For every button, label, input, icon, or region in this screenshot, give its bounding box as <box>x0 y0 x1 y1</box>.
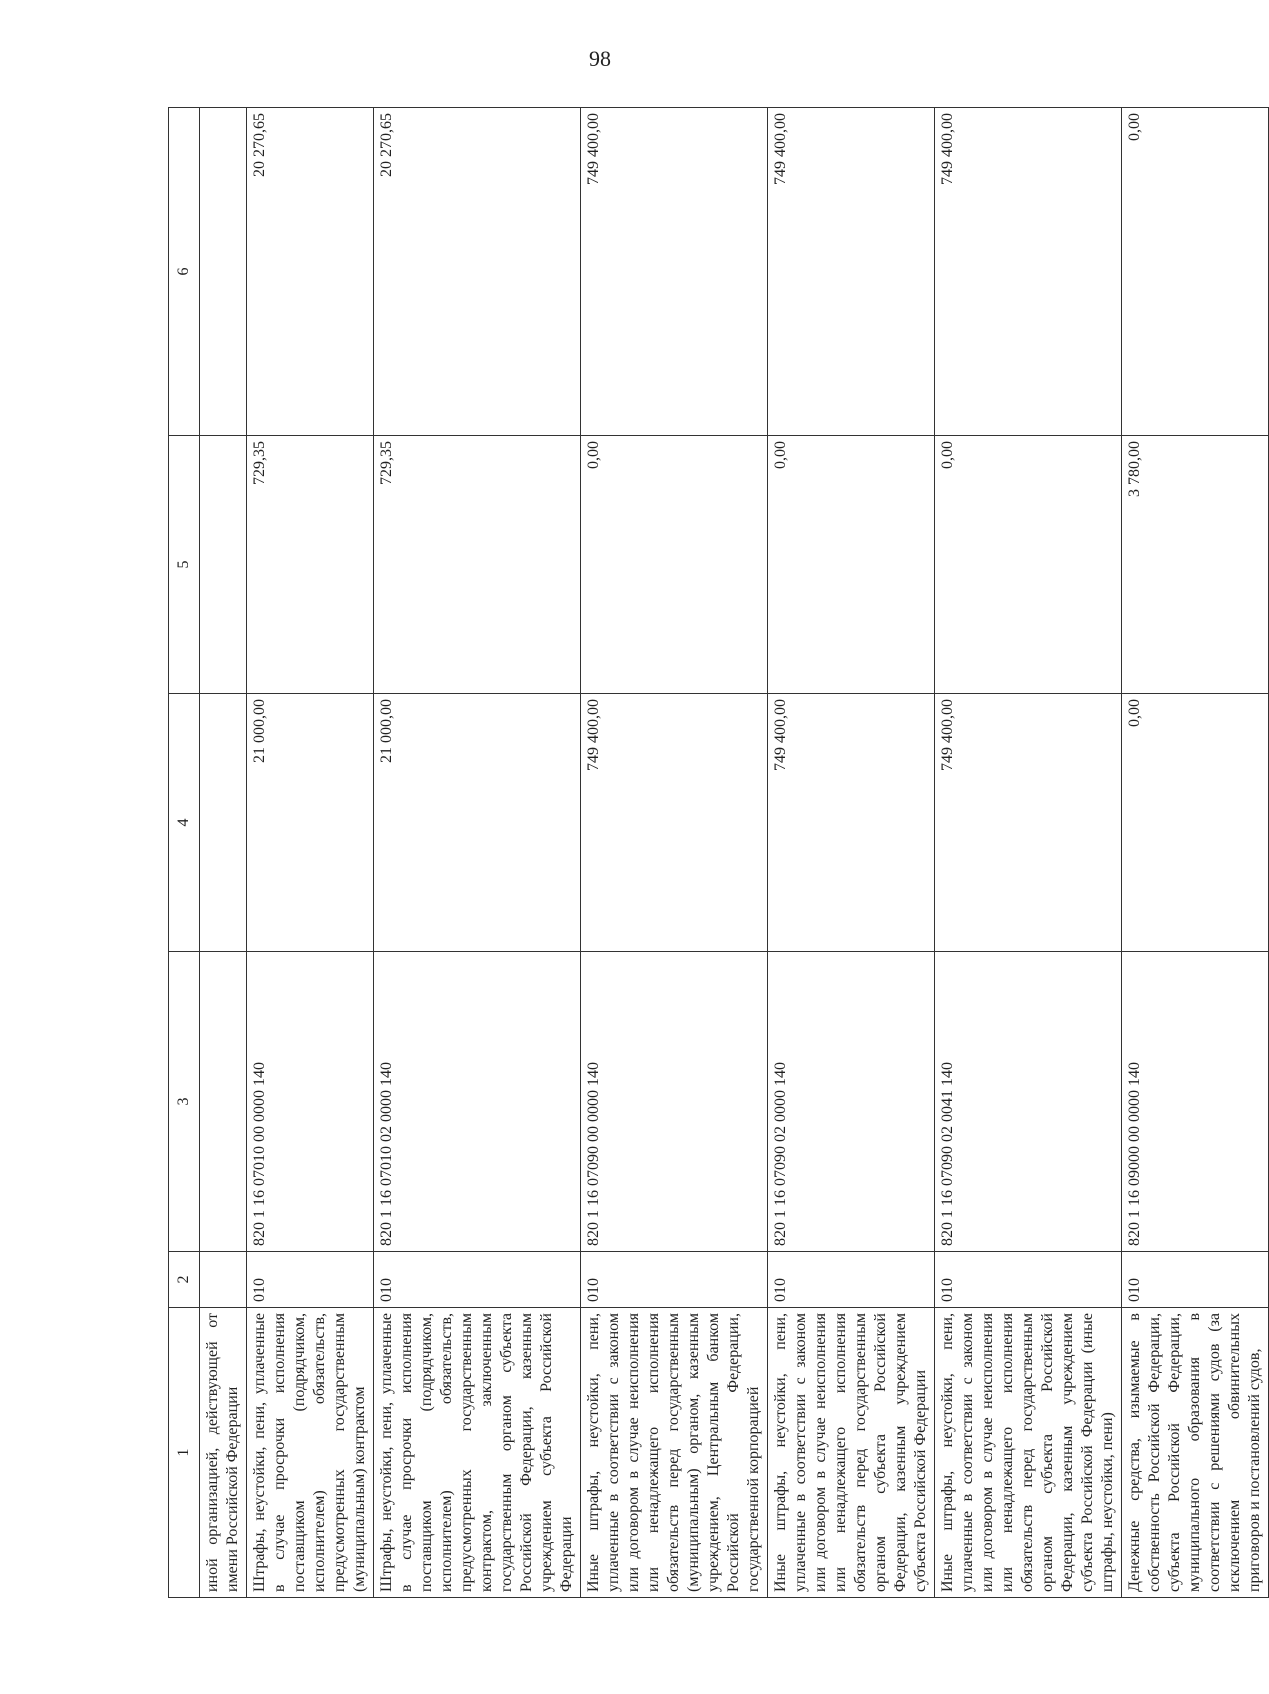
table-row <box>247 108 374 1598</box>
row-col5-value: 0,00 <box>768 436 935 694</box>
header-col-6: 6 <box>169 108 200 436</box>
row-line-code: 010 <box>247 1252 374 1308</box>
row-col6-value: 749 400,00 <box>935 108 1122 436</box>
row-col4-value: 749 400,00 <box>768 694 935 952</box>
row-col5-value: 729,35 <box>247 436 374 694</box>
row-name: Денежные средства, изымаемые в собственность Российской Федерации, субъекта Российской Федерации, муниципального образования в соответствии с решениями судов (за исключением обвинительных приговоров и постановлений судов, <box>1122 1308 1269 1598</box>
header-col-3: 3 <box>169 952 200 1252</box>
header-col-4: 4 <box>169 694 200 952</box>
row-budget-code: 820 1 16 07010 00 0000 140 <box>247 952 374 1252</box>
table-row <box>768 108 935 1598</box>
row-col4-value: 21 000,00 <box>247 694 374 952</box>
table-row-continuation <box>200 108 247 1598</box>
row-col6-value: 0,00 <box>1122 108 1269 436</box>
row-budget-code: 820 1 16 09000 00 0000 140 <box>1122 952 1269 1252</box>
row-budget-code: 820 1 16 07090 02 0000 140 <box>768 952 935 1252</box>
rotated-table-wrapper <box>168 108 1263 1598</box>
row-col4-value: 749 400,00 <box>581 694 768 952</box>
row-name: Иные штрафы, неустойки, пени, уплаченные в соответствии с законом или договором в случае неисполнения или ненадлежащего исполнения обязательств перед государственным (муниципальным) органом, казенным учреждением, Центральным банком Российской Федерации, государственной корпорацией <box>581 1308 768 1598</box>
row-budget-code: 820 1 16 07090 00 0000 140 <box>581 952 768 1252</box>
table-row <box>1122 108 1269 1598</box>
row-name: Иные штрафы, неустойки, пени, уплаченные в соответствии с законом или договором в случае неисполнения или ненадлежащего исполнения обязательств перед государственным органом субъекта Российской Федерации, казенным учреждением субъекта Российской Федерации <box>768 1308 935 1598</box>
row-col6-value: 749 400,00 <box>581 108 768 436</box>
table-row <box>935 108 1122 1598</box>
row-budget-code: 820 1 16 07090 02 0041 140 <box>935 952 1122 1252</box>
row-line-code: 010 <box>1122 1252 1269 1308</box>
row-budget-code: 820 1 16 07010 02 0000 140 <box>374 952 581 1252</box>
row-name: Штрафы, неустойки, пени, уплаченные в случае просрочки исполнения поставщиком (подрядчиком, исполнителем) обязательств, предусмотренных государственным (муниципальным) контрактом <box>247 1308 374 1598</box>
row-col5-value: 729,35 <box>374 436 581 694</box>
header-col-5: 5 <box>169 436 200 694</box>
row-col5-value: 0,00 <box>935 436 1122 694</box>
row-name: Штрафы, неустойки, пени, уплаченные в случае просрочки исполнения поставщиком (подрядчиком, исполнителем) обязательств, предусмотренных государственным контрактом, заключенным государственным органом субъекта Российской Федерации, казенным учреждением субъекта Российской Федерации <box>374 1308 581 1598</box>
rotated-table <box>168 108 1263 1598</box>
table-row <box>581 108 768 1598</box>
row-col6-value: 20 270,65 <box>247 108 374 436</box>
row-line-code: 010 <box>935 1252 1122 1308</box>
row-col4-value: 749 400,00 <box>935 694 1122 952</box>
header-row <box>169 108 200 1598</box>
row-col6-value: 749 400,00 <box>768 108 935 436</box>
row-line-code: 010 <box>374 1252 581 1308</box>
row-line-code: 010 <box>581 1252 768 1308</box>
row-col4-value: 21 000,00 <box>374 694 581 952</box>
row-col5-value: 0,00 <box>581 436 768 694</box>
table-row <box>374 108 581 1598</box>
header-col-1: 1 <box>169 1308 200 1598</box>
row-line-code: 010 <box>768 1252 935 1308</box>
page-number: 98 <box>589 46 611 71</box>
continuation-text: иной организацией, действующей от имени Российской Федерации <box>200 1308 247 1598</box>
row-col4-value: 0,00 <box>1122 694 1269 952</box>
header-col-2: 2 <box>169 1252 200 1308</box>
row-col6-value: 20 270,65 <box>374 108 581 436</box>
row-col5-value: 3 780,00 <box>1122 436 1269 694</box>
row-name: Иные штрафы, неустойки, пени, уплаченные в соответствии с законом или договором в случае неисполнения или ненадлежащего исполнения обязательств перед государственным органом субъекта Российской Федерации, казенным учреждением субъекта Российской Федерации (иные штрафы, неустойки, пени) <box>935 1308 1122 1598</box>
revenue-table <box>168 107 1269 1598</box>
